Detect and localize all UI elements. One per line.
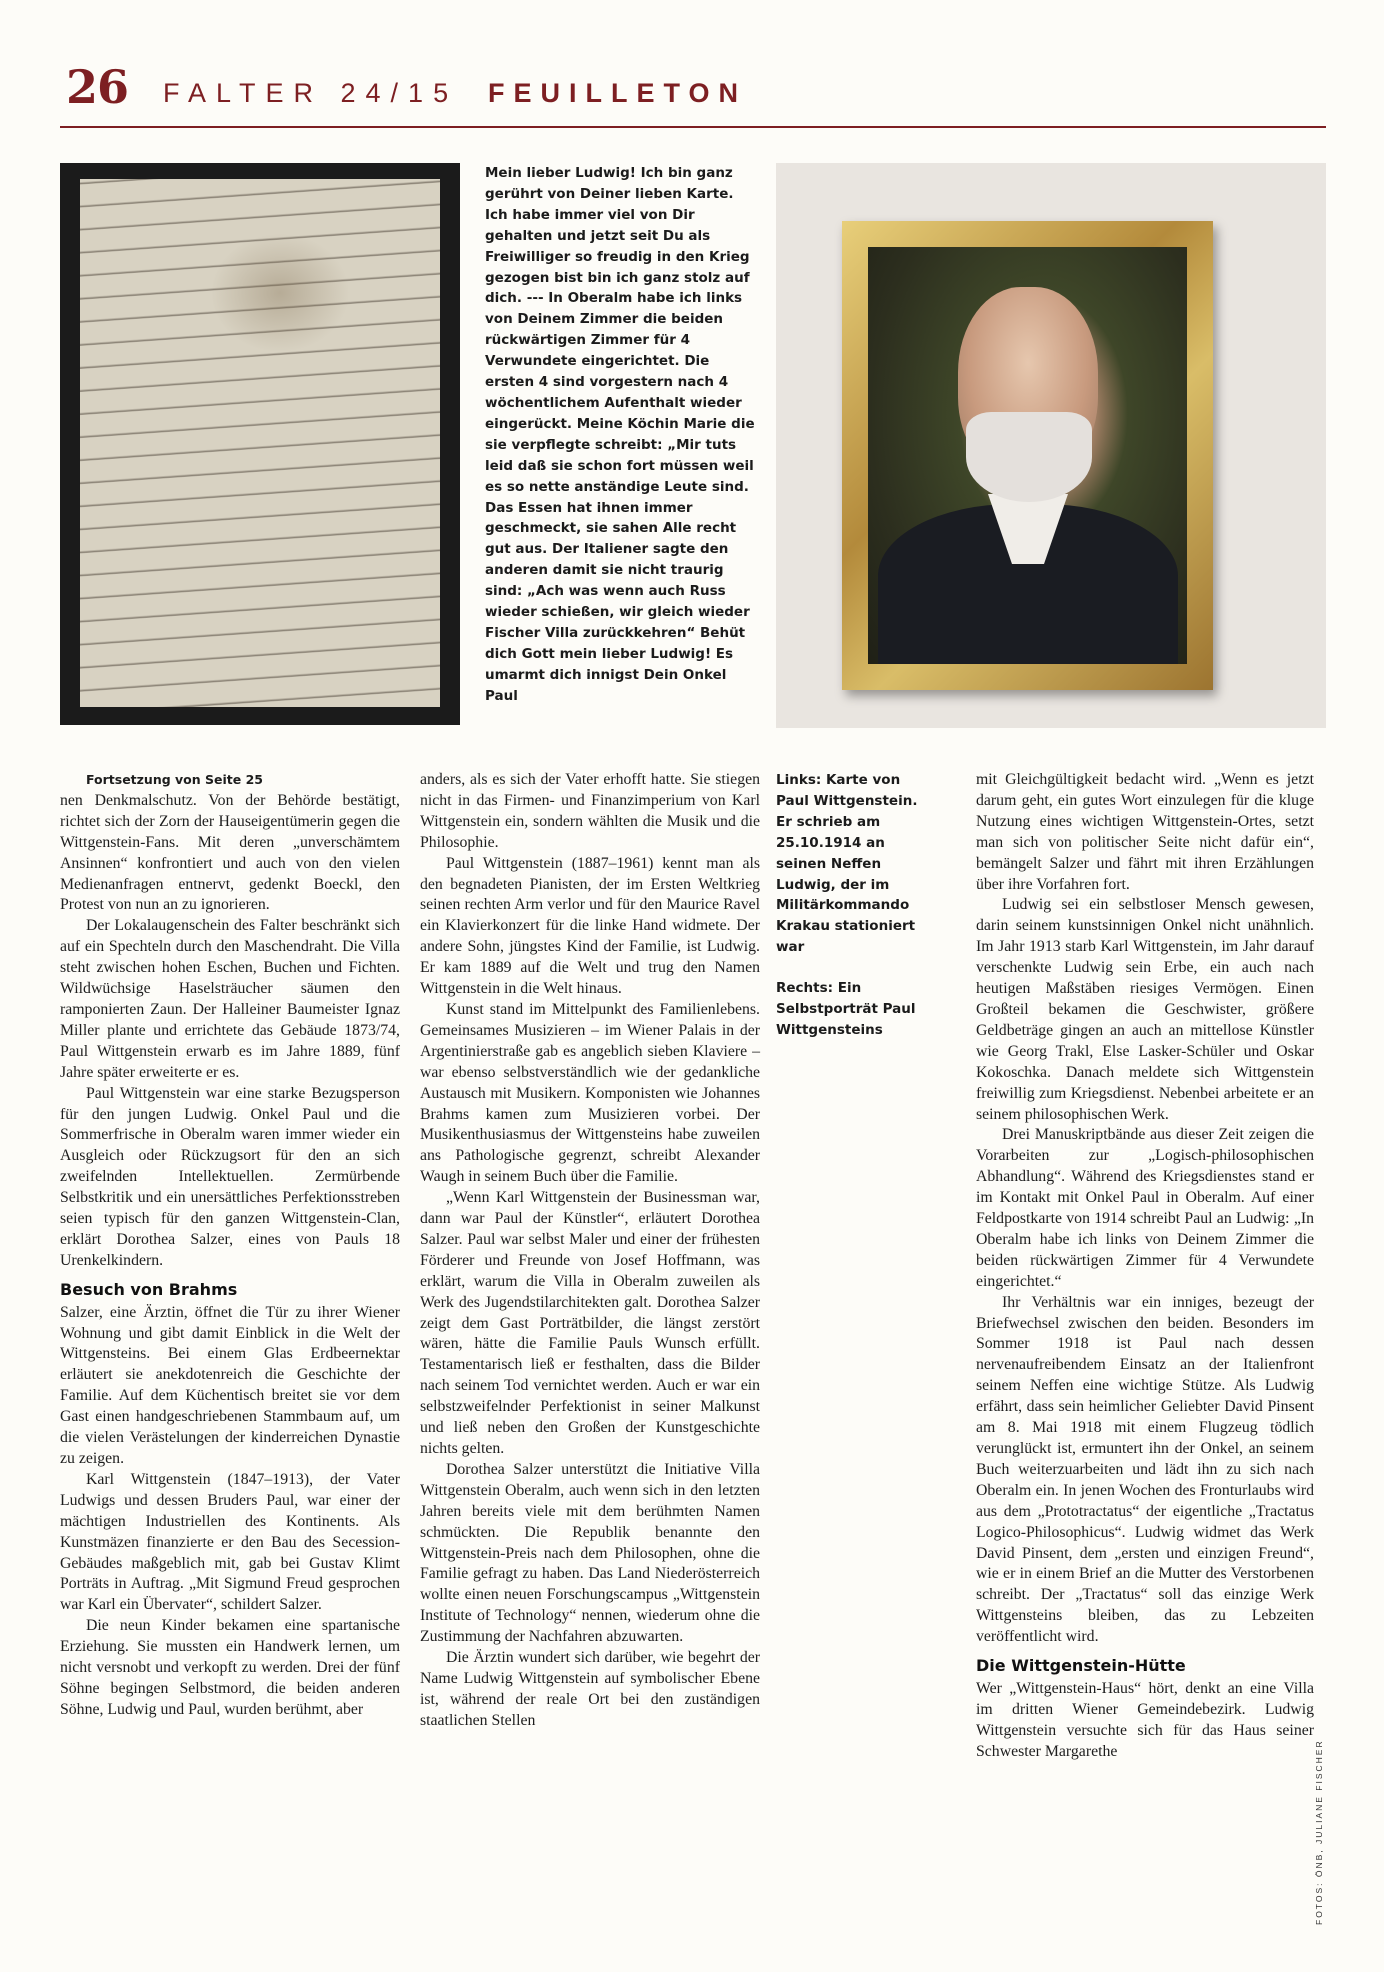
paragraph: „Wenn Karl Wittgenstein der Businessman war, dann war Paul der Künstler“, erläutert Dorothea Salzer. Paul war selbst Maler und einer der frühesten Förderer und Freunde von Josef Hoffmann, was erklärt, warum die Villa in Oberalm zuweilen als Werk des Jugendstilarchitekten galt. Dorothea Salzer zeigt dem Gast Porträtbilder, die längst zerstört wären, hätte die Familie Pauls Wunsch erfüllt. Testamentarisch ließ er festhalten, dass die Bilder nach seinem Tod vernichtet werden. Auch er war ein selbstzweifelnder Perfektionist in seiner Malkunst und ließ neben den Großen der Kunstgeschichte nichts gelten.	[420, 1189, 760, 1457]
paragraph: Wer „Wittgenstein-Haus“ hört, denkt an eine Villa im dritten Wiener Gemeindebezirk. Ludwig Wittgenstein versuchte sich für das Haus seiner Schwester Margarethe	[976, 1679, 1314, 1760]
article-column-1	[60, 770, 400, 1721]
paragraph: mit Gleichgültigkeit bedacht wird. „Wenn es jetzt darum geht, ein gutes Wort einzulegen für die kluge Nutzung eines wichtigen Wittgenstein-Ortes, setzt man sich von politischer Seite nicht dafür ein“, bemängelt Salzer und fährt mit ihren Erzählungen über ihre Vorfahren fort.	[976, 771, 1314, 893]
paragraph: Karl Wittgenstein (1847–1913), der Vater Ludwigs und dessen Bruders Paul, war einer der mächtigen Industriellen des Kontinents. Als Kunstmäzen finanzierte er den Bau des Secession-Gebäudes maßgeblich mit, gab bei Gustav Klimt Porträts in Auftrag. „Mit Sigmund Freud gesprochen war Karl ein Übervater“, schildert Salzer.	[60, 1470, 400, 1614]
letter-transcription: Mein lieber Ludwig! Ich bin ganz gerührt von Deiner lieben Karte. Ich habe immer viel von Dir gehalten und jetzt seit Du als Freiwilliger so freudig in den Krieg gezogen bist bin ich ganz stolz auf dich. --- In Oberalm habe ich links von Deinem Zimmer die beiden rückwärtigen Zimmer für 4 Verwundete eingerichtet. Die ersten 4 sind vorgestern nach 4 wöchentlichem Aufenthalt wieder eingerückt. Meine Köchin Marie die sie verpflegte schreibt: „Mir tuts leid daß sie schon fort müssen weil es so nette anständige Leute sind. Das Essen hat ihnen immer geschmeckt, sie sahen Alle recht gut aus. Der Italiener sagte den anderen damit sie nicht traurig sind: „Ach was wenn auch Russ wieder schießen, wir gleich wieder Fischer Villa zurückkehren“ Behüt dich Gott mein lieber Ludwig! Es umarmt dich innigst Dein Onkel Paul	[485, 165, 755, 704]
header-rule	[60, 126, 1326, 128]
handwritten-letter-image	[60, 163, 460, 725]
portrait-canvas	[868, 247, 1187, 664]
gold-frame	[842, 221, 1213, 690]
portrait-beard	[966, 412, 1092, 502]
subheading: Besuch von Brahms	[60, 1279, 238, 1299]
article-column-2	[420, 770, 760, 1732]
paragraph: Drei Manuskriptbände aus dieser Zeit zeigen die Vorarbeiten zur „Logisch-philosophischen Abhandlung“. Während des Kriegsdienstes stand er im Kontakt mit Onkel Paul in Oberalm. Auf einer Feldpostkarte von 1914 schreibt Paul an Ludwig: „In Oberalm habe ich links von Deinem Zimmer die beiden rückwärtigen Zimmer für 4 Verwundete eingerichtet.“	[976, 1126, 1314, 1290]
photo-credit: FOTOS: ÖNB, JULIANE FISCHER	[1314, 1739, 1324, 1925]
paragraph: Dorothea Salzer unterstützt die Initiative Villa Wittgenstein Oberalm, auch wenn sich in den letzten Jahren bereits viele mit dem berühmten Namen schmückten. Die Republik benannte den Wittgenstein-Preis nach dem Philosophen, ohne die Familie gefragt zu haben. Das Land Niederösterreich wollte einen neuen Forschungscampus „Wittgenstein Institute of Technology“ nennen, wiederum ohne die Zustimmung der Nachfahren abzuwarten.	[420, 1460, 760, 1646]
paragraph: Paul Wittgenstein war eine starke Bezugsperson für den jungen Ludwig. Onkel Paul und die Sommerfrische in Oberalm waren immer wieder ein Ausgleich oder Rückzugsort für den an sich zweifelnden Intellektuellen. Zermürbende Selbstkritik und ein unersättliches Perfektionsstreben seien typisch für den ganzen Wittgenstein-Clan, erklärt Dorothea Salzer, eines von Pauls 18 Urenkelkindern.	[60, 1084, 400, 1269]
continued-from: Fortsetzung von Seite 25	[86, 772, 263, 787]
photo-caption	[776, 770, 926, 1041]
paragraph: Der Lokalaugenschein des Falter beschränkt sich auf ein Spechteln durch den Maschendraht. Die Villa steht zwischen hohen Eschen, Buchen und Fichten. Wildwüchsige Haselsträucher säumen den ramponierten Zaun. Der Halleiner Baumeister Ignaz Miller plante und errichtete das Gebäude 1873/74, Paul Wittgenstein erwarb es im Jahre 1889, fünf Jahre später erweiterte er es.	[60, 917, 400, 1081]
paragraph: nen Denkmalschutz. Von der Behörde bestätigt, richtet sich der Zorn der Hauseigentümerin gegen die Wittgenstein-Fans. Mit deren „unverschämtem Ansinnen“ konfrontiert und auch von den vielen Medienanfragen entnervt, gedenkt Boeckl, den Protest von nun an zu ignorieren.	[60, 791, 400, 914]
portrait-photo	[776, 163, 1326, 728]
section-title: FEUILLETON	[488, 78, 748, 108]
paragraph: Salzer, eine Ärztin, öffnet die Tür zu ihrer Wiener Wohnung und gibt damit Einblick in die Welt der Wittgensteins. Bei einem Glas Erdbeernektar erläutert sie anekdotenreich die Geschichte der Familie. Auf dem Küchentisch breitet sie vor dem Gast einen handgeschriebenen Stammbaum auf, um die vielen Verästelungen der kinderreichen Dynastie zu zeigen.	[60, 1303, 400, 1467]
paragraph: Ludwig sei ein selbstloser Mensch gewesen, darin seinem kunstsinnigen Onkel nicht unähnlich. Im Jahr 1913 starb Karl Wittgenstein, im Jahr darauf verschenkte Ludwig sein Erbe, ein auch nach heutigen Maßstäben riesiges Vermögen. Einen Großteil bekamen die Geschwister, größere Geldbeträge gingen an auch an mittellose Künstler wie Georg Trakl, Else Lasker-Schüler und Oskar Kokoschka. Danach meldete sich Wittgenstein freiwillig zum Kriegsdienst. Nebenbei arbeitete er an seinem philosophischen Werk.	[976, 896, 1314, 1123]
postcard-stain	[210, 233, 350, 353]
paragraph: Paul Wittgenstein (1887–1961) kennt man als den begnadeten Pianisten, der im Ersten Weltkrieg seinen rechten Arm verlor und für den Maurice Ravel ein Klavierkonzert für die linke Hand widmete. Der andere Sohn, jüngstes Kind der Familie, ist Ludwig. Er kam 1889 auf die Welt und trug den Namen Wittgenstein in die Welt hinaus.	[420, 854, 760, 998]
paragraph: Die neun Kinder bekamen eine spartanische Erziehung. Sie mussten ein Handwerk lernen, um nicht versnobt und verkopft zu werden. Drei der fünf Söhne begingen Selbstmord, die beiden anderen Söhne, Ludwig und Paul, wurden berühmt, aber	[60, 1617, 400, 1718]
issue-label: FALTER 24/15	[163, 78, 459, 108]
paragraph: Ihr Verhältnis war ein inniges, bezeugt der Briefwechsel zwischen den beiden. Besonders im Sommer 1918 ist Paul nach dessen nervenaufreibendem Einsatz an der Italienfront seinem Neffen eine wichtige Stütze. Als Ludwig erfährt, dass sein heimlicher Geliebter David Pinsent am 8. Mai 1918 mit einem Flugzeug tödlich verunglückt ist, ermuntert ihn der Onkel, an seinem Buch weiterzuarbeiten und lädt ihn zu sich nach Oberalm ein. In jenen Wochen des Fronturlaubs wird aus dem „Prototractatus“ der eigentliche „Tractatus Logico-Philosophicus“. Ludwig widmet das Werk David Pinsent, dem „ersten und einzigen Freund“, wie er in einem Brief an die Mutter des Verstorbenen schreibt. Der „Tractatus“ soll das einzige Werk Wittgensteins bleiben, das zu Lebzeiten veröffentlicht wird.	[976, 1293, 1314, 1646]
page-number: 26	[66, 60, 129, 114]
paragraph: Die Ärztin wundert sich darüber, wie begehrt der Name Ludwig Wittgenstein auf symbolischer Ebene ist, während der reale Ort bei den zuständigen staatlichen Stellen	[420, 1649, 760, 1729]
paragraph: Kunst stand im Mittelpunkt des Familienlebens. Gemeinsames Musizieren – im Wiener Palais in der Argentinierstraße gab es angeblich sieben Klaviere – war ebenso selbstverständlich wie der gedankliche Austausch mit Musikern. Komponisten wie Johannes Brahms kamen zum Musizieren vorbei. Der Musikenthusiasmus der Wittgensteins habe zuweilen ans Pathologische gegrenzt, schreibt Alexander Waugh in seinem Buch über die Familie.	[420, 1000, 760, 1186]
caption-left: Links: Karte von Paul Wittgenstein. Er schrieb am 25.10.1914 an seinen Neffen Ludwig, der im Militärkommando Krakau stationiert war	[776, 772, 918, 956]
caption-right: Rechts: Ein Selbstporträt Paul Wittgensteins	[776, 980, 916, 1038]
article-column-4	[976, 770, 1314, 1763]
subheading: Die Wittgenstein-Hütte	[976, 1656, 1186, 1676]
paragraph: anders, als es sich der Vater erhofft hatte. Sie stiegen nicht in das Firmen- und Finanzimperium von Karl Wittgenstein ein, sondern wählten die Musik und die Philosophie.	[420, 771, 760, 851]
